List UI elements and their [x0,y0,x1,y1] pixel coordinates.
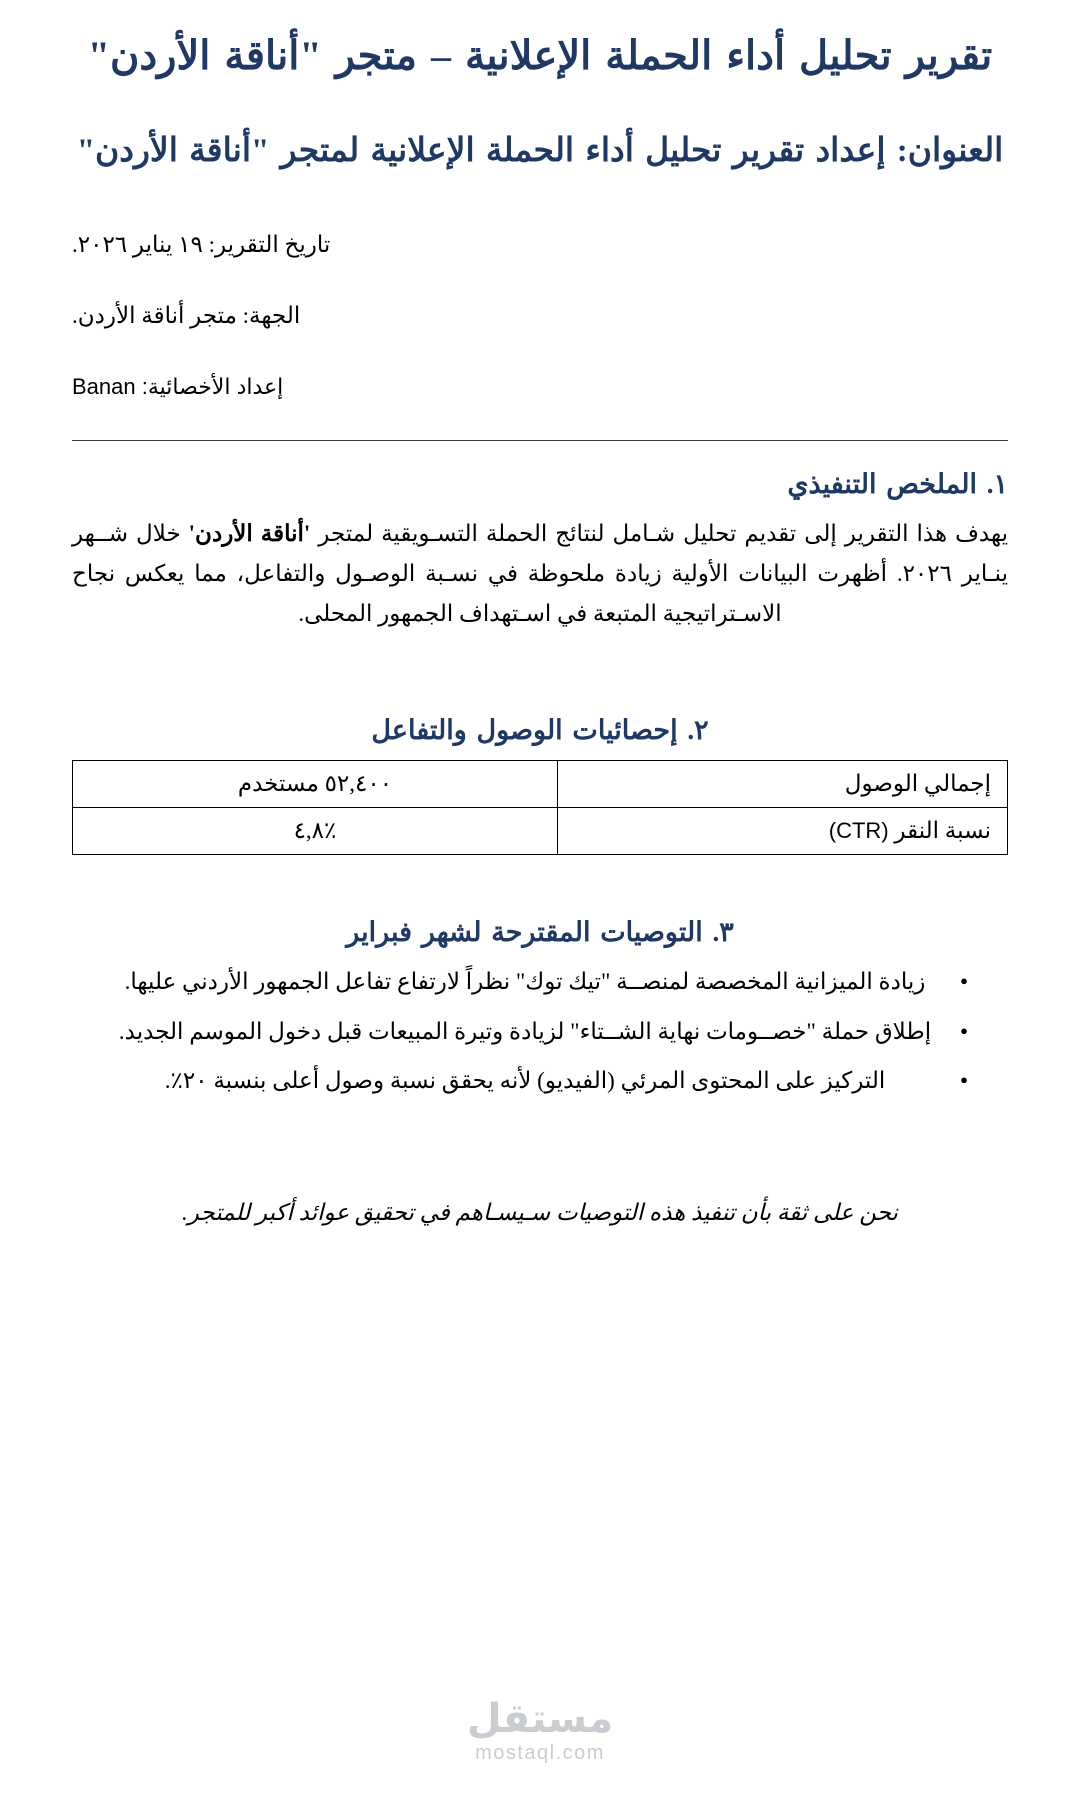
mostaql-watermark [0,1698,1080,1765]
header-divider [72,440,1008,441]
page-title: تقرير تحليل أداء الحملة الإعلانية – متجر "أناقة الأردن" [87,33,993,78]
stats-table [72,760,1008,855]
list-item: ● زيادة الميزانية المخصصة لمنصــة "تيك توك" نظراً لارتفاع تفاعل الجمهور الأردني عليها. [112,962,968,1002]
list-item: ● التركيز على المحتوى المرئي (الفيديو) لأنه يحقق نسبة وصول أعلى بنسبة ٢٠٪. [112,1061,968,1101]
ctr-label-text: نسبة النقر [888,818,991,844]
author-name: Banan [72,373,136,399]
ctr-label-acronym: (CTR) [828,818,889,844]
mostaql-logo-text: مستقل [466,1696,614,1742]
document-subtitle: العنوان: إعداد تقرير تحليل أداء الحملة الإعلانية لمتجر "أناقة الأردن" [76,133,1004,169]
summary-paragraph [72,514,1008,633]
section-heading-recommendations: ٣. التوصيات المقترحة لشهر فبراير [346,917,734,948]
table-row [73,761,1008,808]
document-metadata [72,228,1008,403]
mostaql-url-text: mostaql.com [475,1742,605,1764]
stats-row-label-reach: إجمالي الوصول [557,761,1007,808]
report-author-line [72,371,1008,403]
list-item: ● إطلاق حملة "خصــومات نهاية الشــتاء" لزيادة وتيرة المبيعات قبل دخول الموسم الجديد. [112,1012,968,1052]
stats-row-value-ctr: ٪٤,٨ [73,808,558,855]
stats-row-value-reach: ٥٢,٤٠٠ مستخدم [73,761,558,808]
section-heading-summary: ١. الملخص التنفيذي [787,469,1008,500]
report-date-line: تاريخ التقرير: ١٩ يناير ٢٠٢٦. [72,231,331,257]
table-row [73,808,1008,855]
summary-store-name: 'أناقة الأردن' [188,521,311,547]
recommendations-list [112,962,968,1101]
author-label: إعداد الأخصائية: [141,373,284,399]
stats-row-label-ctr [557,808,1007,855]
closing-statement: نحن على ثقة بأن تنفيذ هذه التوصيات سـيسـاهم في تحقيق عوائد أكبر للمتجر. [182,1199,898,1225]
report-entity-line: الجهة: متجر أناقة الأردن. [72,303,301,329]
summary-text-part-1: يهدف هذا التقرير إلى تقديم تحليل شـامل لنتائج الحملة التسـويقية لمتجر [310,521,1008,547]
summary-text-part-2: خلال شــهر ينـاير ٢٠٢٦. أظهرت البيانات الأولية زيادة ملحوظة في نسـبة الوصـول والتفاعل، مما يعكس نجاح الاسـتراتيجية المتبعة في اسـتهداف الجمهور المحلى. [72,521,1008,626]
section-heading-stats: ٢. إحصائيات الوصول والتفاعل [371,715,709,746]
